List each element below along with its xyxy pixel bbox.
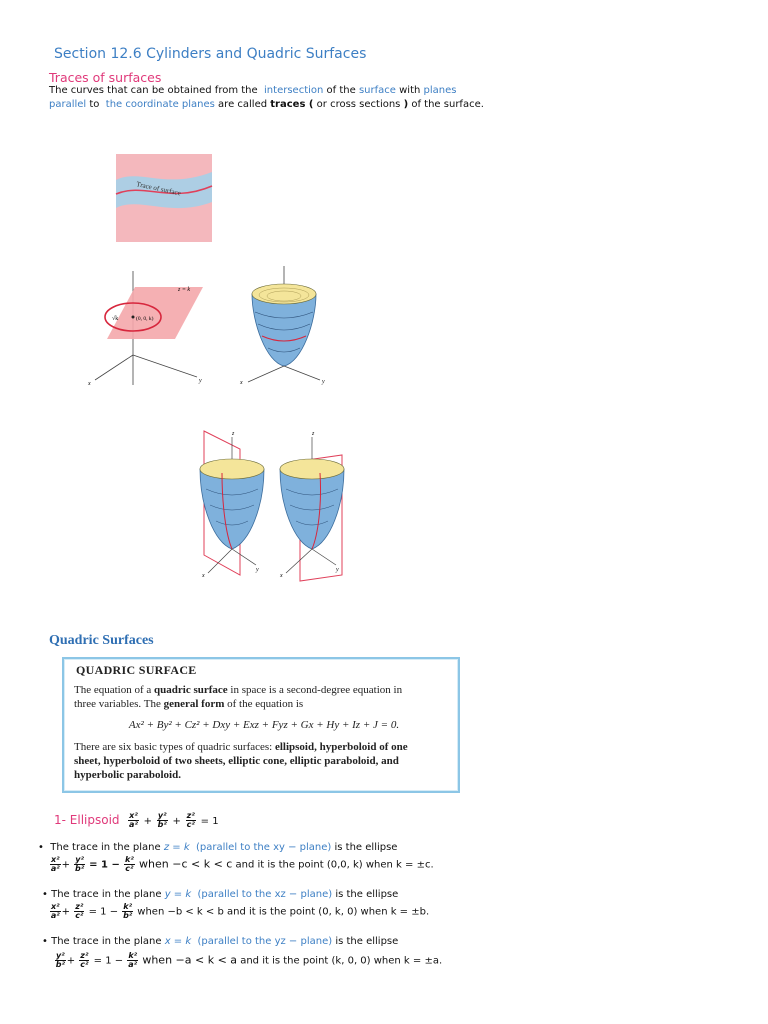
x-axis-label: x xyxy=(88,381,91,387)
z-axis-label: z xyxy=(312,431,315,437)
trace-rhs: = 1 − xyxy=(88,906,119,918)
sqrt-k-label: √k xyxy=(112,316,119,322)
trace-parallel: (parallel to the xz − plane) xyxy=(197,889,333,900)
page-title: Section 12.6 Cylinders and Quadric Surfaces xyxy=(54,46,367,62)
term-intersection: intersection xyxy=(264,85,324,96)
frac-den: c² xyxy=(186,820,195,829)
y-axis-label: y xyxy=(256,567,259,573)
trace-rhs: = 1 − xyxy=(93,955,124,967)
bullet: • xyxy=(42,889,48,900)
box-line-4: sheet, hyperboloid of two sheets, elliptic cone, elliptic paraboloid, and xyxy=(74,755,399,767)
x-axis-label: x xyxy=(202,573,205,579)
trace-condition: when −c < k < c xyxy=(139,857,233,871)
trace-tail: and it is the point (0,0, k) when k = ±c. xyxy=(235,859,434,871)
frac-num: x² xyxy=(51,855,60,864)
intro-text: with xyxy=(399,85,421,96)
box-term-types: ellipsoid, hyperboloid of one xyxy=(274,741,408,753)
intro-text: to xyxy=(89,99,100,110)
frac-num: k² xyxy=(125,855,134,864)
trace-rhs: = 1 − xyxy=(89,859,120,871)
term-coordinate-planes: the coordinate planes xyxy=(105,99,215,110)
term-planes: planes xyxy=(423,85,457,96)
trace-plane: x = k xyxy=(164,936,192,947)
y-axis-label: y xyxy=(199,378,202,384)
box-line-2 xyxy=(74,698,454,712)
point-label: (0, 0, k) xyxy=(136,316,154,322)
trace-tail: and it is the point (0, k, 0) when k = ±b. xyxy=(227,906,430,918)
trace-is: is the ellipse xyxy=(335,889,399,900)
z-axis-label: z xyxy=(232,431,235,437)
bullet: • xyxy=(38,842,44,853)
frac-den: c² xyxy=(75,911,84,920)
ellipsoid-equation: 1- Ellipsoid $\frac{\text{x²}}{\text{a²}}$ + $\frac{\text{y²}}{\text{b²}}$ + $\frac{\text{z²}}{\text{c²}}$ = 1 xyxy=(54,811,219,829)
quadric-surfaces-heading: Quadric Surfaces xyxy=(49,633,154,648)
box-text: three variables. The xyxy=(74,698,161,710)
term-traces: traces ( xyxy=(270,99,314,110)
trace-plane: z = k xyxy=(163,842,190,853)
term-parallel: parallel xyxy=(49,99,87,110)
trace-is: is the ellipse xyxy=(335,936,399,947)
trace-intro: The trace in the plane xyxy=(50,842,161,853)
y-axis-label: y xyxy=(336,567,339,573)
intro-paragraph xyxy=(49,84,569,112)
frac-num: y² xyxy=(56,951,65,960)
frac-den: a² xyxy=(129,820,138,829)
frac-den: b² xyxy=(55,960,65,969)
box-line-5: hyperbolic paraboloid. xyxy=(74,769,181,781)
box-line-1 xyxy=(74,684,454,698)
box-term-quadric-surface: quadric surface xyxy=(154,684,228,696)
trace-x-equation: $\frac{\text{y²}}{\text{b²}}$ + $\frac{\text{z²}}{\text{c²}}$ = 1 − $\frac{\text{k²}}{\text{a²}}$ when −a < k < a and it is the point (k, 0, 0) when k = ±a. xyxy=(55,951,443,969)
frac-num: x² xyxy=(129,811,138,820)
y-axis-label: y xyxy=(322,379,325,385)
ellipsoid-rhs: = 1 xyxy=(200,816,219,827)
trace-x-line xyxy=(42,935,398,949)
trace-z-equation: $\frac{\text{x²}}{\text{a²}}$ + $\frac{\text{y²}}{\text{b²}}$ = 1 − $\frac{\text{k²}}{\text{c²}}$ when −c < k < c and it is the point (0,0, k) when k = ±c. xyxy=(50,855,434,873)
term-surface: surface xyxy=(358,85,396,96)
frac-num: y² xyxy=(157,811,167,820)
frac-den: b² xyxy=(123,911,133,920)
frac-num: y² xyxy=(75,855,84,864)
zk-label: z = k xyxy=(178,287,191,293)
intro-text: of the xyxy=(326,85,356,96)
frac-num: z² xyxy=(75,902,84,911)
intro-text: or cross sections xyxy=(316,99,401,110)
trace-intro: The trace in the plane xyxy=(51,936,162,947)
frac-den: a² xyxy=(50,864,60,873)
frac-den: c² xyxy=(80,960,89,969)
trace-y-line xyxy=(42,888,398,902)
frac-den: b² xyxy=(157,820,167,829)
trace-z-line xyxy=(38,841,397,855)
frac-num: z² xyxy=(186,811,195,820)
trace-parallel: (parallel to the xy − plane) xyxy=(196,842,332,853)
box-term-general-form: general form xyxy=(163,698,225,710)
frac-den: c² xyxy=(125,864,134,873)
paraboloid-figure xyxy=(236,262,336,387)
box-text: of the equation is xyxy=(227,698,304,710)
frac-num: k² xyxy=(123,902,133,911)
frac-den: a² xyxy=(128,960,138,969)
box-title: QUADRIC SURFACE xyxy=(76,663,197,677)
x-axis-label: x xyxy=(240,380,243,386)
intro-text: of the surface. xyxy=(411,99,484,110)
ellipsoid-label: 1- Ellipsoid xyxy=(54,813,120,827)
trace-intro: The trace in the plane xyxy=(51,889,162,900)
paren-close: ) xyxy=(403,99,409,110)
trace-plane: y = k xyxy=(164,889,192,900)
general-form-equation: Ax² + By² + Cz² + Dxy + Exz + Fyz + Gx + Hy + Iz + J = 0. xyxy=(128,719,400,731)
box-line-3 xyxy=(74,741,454,755)
frac-den: b² xyxy=(74,864,85,873)
trace-y-equation: $\frac{\text{x²}}{\text{a²}}$ + $\frac{\text{z²}}{\text{c²}}$ = 1 − $\frac{\text{k²}}{\text{b²}}$ when −b < k < b and it is the point (0, k, 0) when k = ±b. xyxy=(50,902,430,920)
trace-tail: and it is the point (k, 0, 0) when k = ±a. xyxy=(240,955,443,967)
frac-num: k² xyxy=(128,951,138,960)
trace-condition: when −b < k < b xyxy=(137,906,224,918)
trace-label: Trace of surface xyxy=(135,180,182,198)
intro-text: are called xyxy=(218,99,268,110)
plane-ellipse-figure xyxy=(85,265,215,390)
box-text: The equation of a xyxy=(74,684,152,696)
quadric-definition-box xyxy=(62,657,460,793)
trace-is: is the ellipse xyxy=(334,842,398,853)
paraboloid-vertical-traces-figure xyxy=(196,425,352,585)
x-axis-label: x xyxy=(280,573,283,579)
box-text: There are six basic types of quadric surfaces: xyxy=(74,741,273,753)
frac-num: x² xyxy=(51,902,60,911)
frac-num: z² xyxy=(80,951,89,960)
intro-text: The curves that can be obtained from the xyxy=(49,85,258,96)
trace-condition: when −a < k < a xyxy=(142,953,238,967)
section-subtitle: Traces of surfaces xyxy=(49,70,162,85)
box-text: in space is a second-degree equation in xyxy=(230,684,403,696)
trace-parallel: (parallel to the yz − plane) xyxy=(197,936,333,947)
frac-den: a² xyxy=(50,911,60,920)
bullet: • xyxy=(42,936,48,947)
trace-of-surface-figure xyxy=(110,150,220,246)
